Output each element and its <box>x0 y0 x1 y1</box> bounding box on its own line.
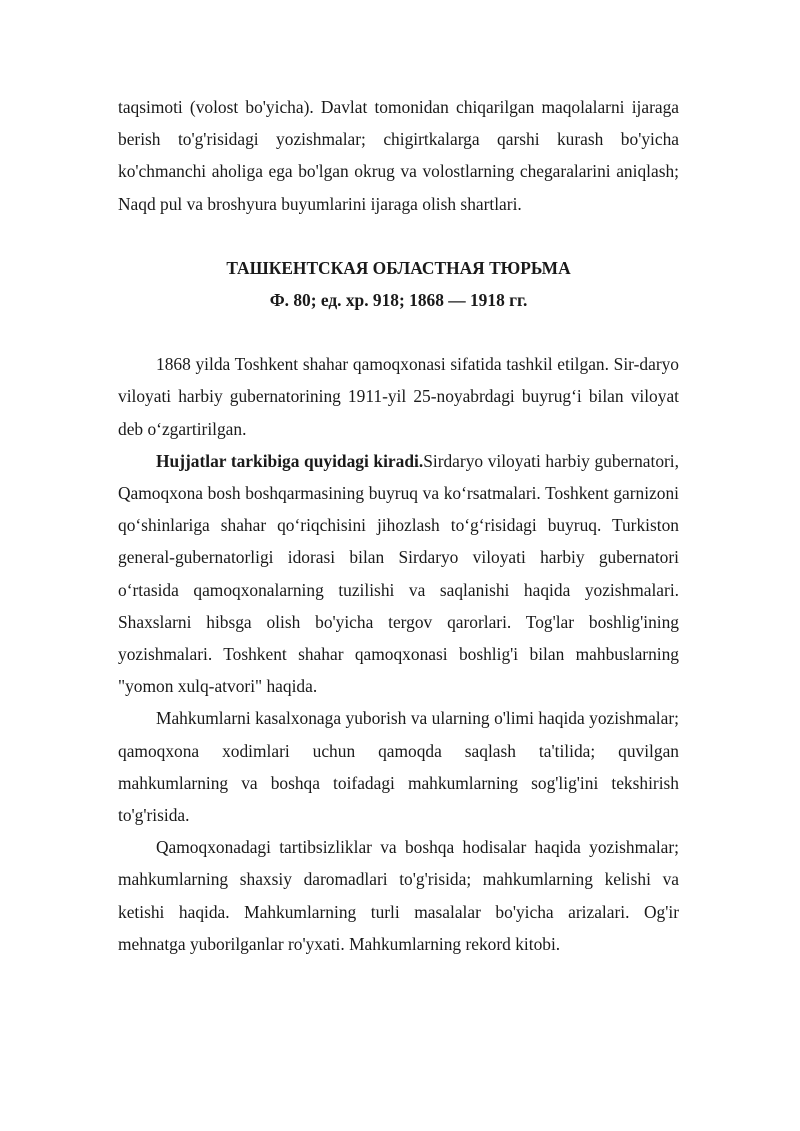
history-paragraph: 1868 yilda Toshkent shahar qamoqxonasi sifatida tashkil etilgan. Sir-daryo viloyati harbiy gubernatorining 1911-yil 25-noyabrdagi buyrug‘i bilan viloyat deb o‘zgartirilgan. <box>118 354 679 439</box>
intro-paragraph: taqsimoti (volost bo'yicha). Davlat tomonidan chiqarilgan maqolalarni ijaraga berish to'g'risidagi yozishmalar; chigirtkalarga qarshi kurash bo'yicha ko'chmanchi aholiga ega bo'lgan okrug va volostlarning chegaralarini aniqlash; Naqd pul va broshyura buyumlarini ijaraga olish shartlari. <box>118 97 679 214</box>
section-spacer <box>118 316 679 348</box>
contents-body: Sirdaryo viloyati harbiy gubernatori, Qamoqxona bosh boshqarmasining buyruq va ko‘rsatmalari. Toshkent garnizoni qo‘shinlariga shahar qo‘riqchisini jihozlash to‘g‘risidagi buyruq. Turkiston general-gubernatorligi idorasi bilan Sirdaryo viloyati harbiy gubernatori o‘rtasida qamoqxonalarning tuzilishi va saqlanishi haqida yozishmalari. Shaxslarni hibsga olish bo'yicha tergov qarorlari. Tog'lar boshlig'ining yozishmalari. Toshkent shahar qamoqxonasi boshlig'i bilan mahbuslarning "yomon xulq-atvori" haqida. <box>118 450 679 697</box>
prisoners-paragraph: Mahkumlarni kasalxonaga yuborish va ularning o'limi haqida yozishmalar; qamoqxona xodimlari uchun qamoqda saqlash ta'tilida; quvilgan mahkumlarning va boshqa toifadagi mahkumlarning sog'lig'ini tekshirish to'g'risida. <box>118 708 679 826</box>
section-title: ТАШКЕНТСКАЯ ОБЛАСТНАЯ ТЮРЬМА <box>226 257 571 278</box>
contents-lead: Hujjatlar tarkibiga quyidagi kiradi. <box>156 450 424 471</box>
document-page <box>118 91 679 960</box>
incidents-paragraph: Qamoqxonadagi tartibsizliklar va boshqa hodisalar haqida yozishmalar; mahkumlarning shaxsiy daromadlari to'g'risida; mahkumlarning kelishi va ketishi haqida. Mahkumlarning turli masalalar bo'yicha arizalari. Og'ir mehnatga yuborilganlar ro'yxati. Mahkumlarning rekord kitobi. <box>118 837 679 954</box>
contents-paragraph <box>118 445 679 703</box>
section-subtitle: Ф. 80; ед. хр. 918; 1868 — 1918 гг. <box>269 290 528 311</box>
